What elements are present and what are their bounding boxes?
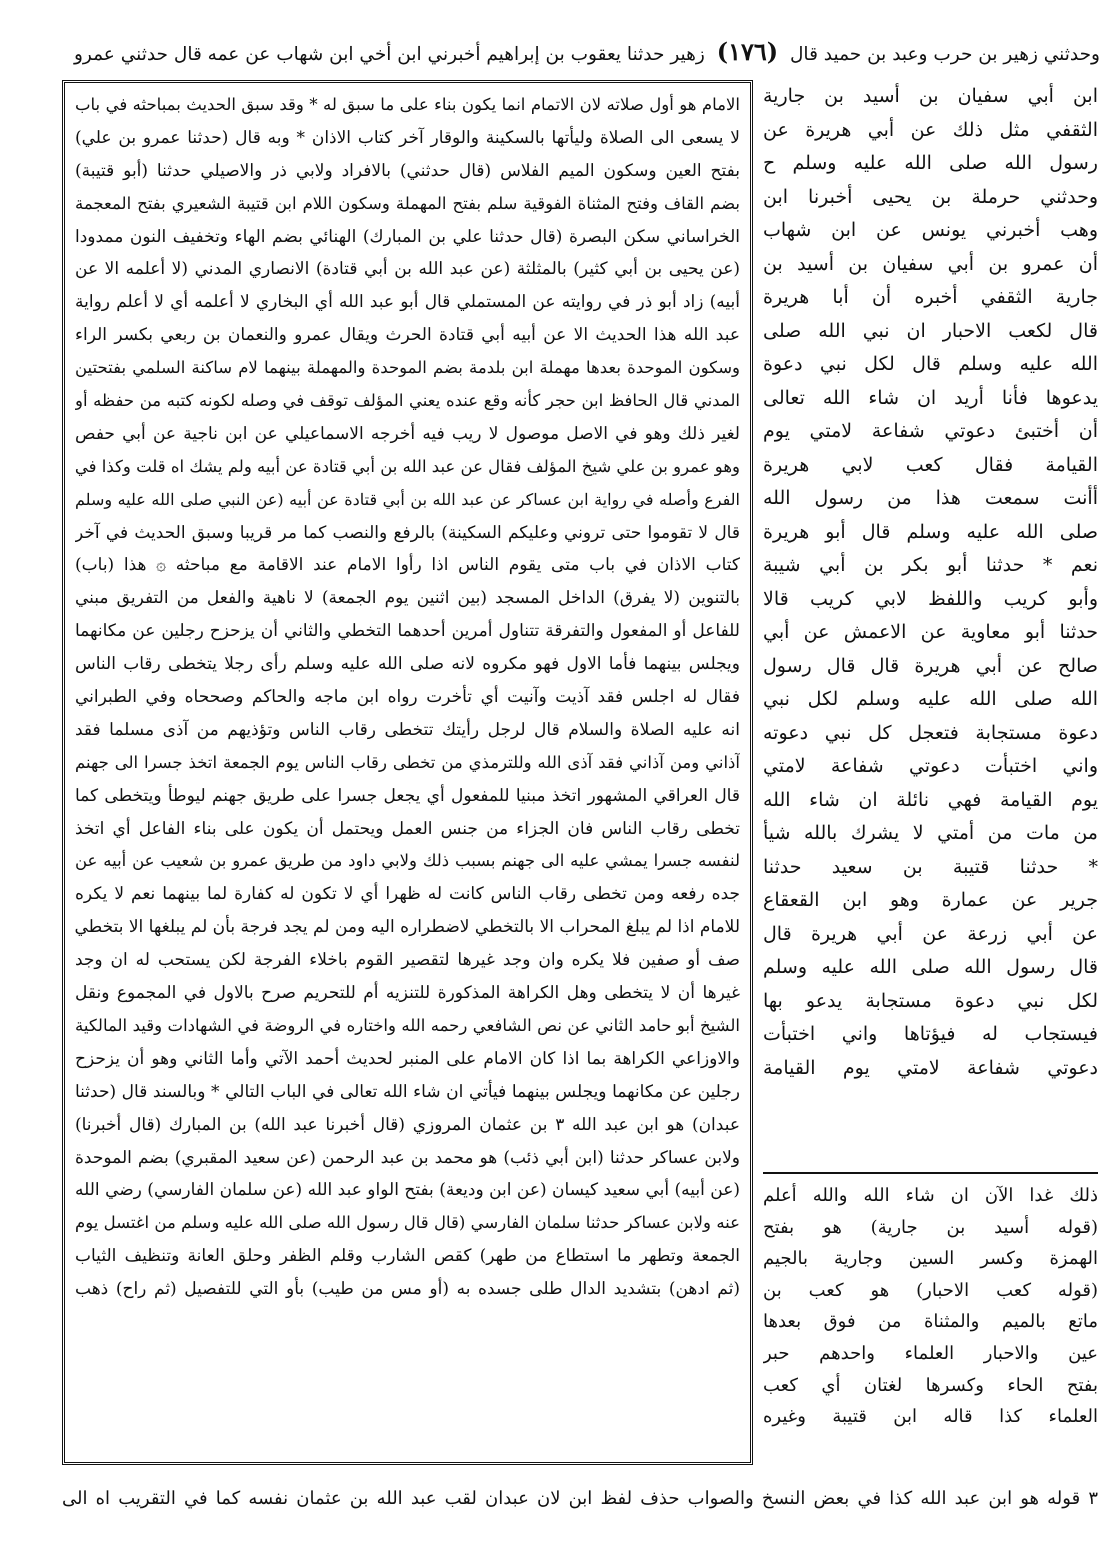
commentary-line: غيرها أن لا يتخطى وهل الكراهة المذكورة للتنزيه أم للتحريم صرح بالاول في المجموع ونقل xyxy=(75,983,740,1004)
hadith-line: يوم القيامة فهي نائلة ان شاء الله xyxy=(763,788,1098,811)
hadith-line: حدثنا أبو معاوية عن الاعمش عن أبي xyxy=(763,621,1098,643)
hadith-line: صالح عن أبي هريرة قال قال رسول xyxy=(763,654,1098,677)
commentary-line: عبدان) هو ابن عبد الله ٣ بن عثمان المروزي (قال أخبرنا عبد الله) بن المبارك (قال أخبرنا) xyxy=(75,1114,740,1135)
hadith-line: جارية الثقفي أخبره أن أبا هريرة xyxy=(763,286,1098,308)
hadith-line: وهب أخبرني يونس عن ابن شهاب xyxy=(763,219,1098,241)
side-note-line: عين والاحبار العلماء واحدهم حبر xyxy=(763,1342,1098,1364)
commentary-line: ويجلس بينهما فأما الاول فهو مكروه لانه صلى الله عليه وسلم رأى رجلا يتخطى رقاب الناس xyxy=(75,654,740,675)
commentary-line: الفرع وأصله في رواية ابن عساكر عن عبد الله بن أبي قتادة عن أبيه (عن النبي صلى الله عليه وسلم xyxy=(75,489,740,509)
side-note-line: ماتع بالميم والمثناة من فوق بعدها xyxy=(763,1311,1098,1333)
commentary-line: المدني قال الحافظ ابن حجر كأنه وقع عنده يعني المؤلف توقف في وصله لكونه كتبه من حفظه أو xyxy=(75,391,740,411)
commentary-line xyxy=(75,1339,740,1372)
commentary-line: تخطى رقاب الناس فان الجزاء من جنس العمل ويحتمل أن يكون على بناء الفاعل أي اتخذ xyxy=(75,818,740,839)
side-note-line: الهمزة وكسر السين وجارية بالجيم xyxy=(763,1248,1098,1270)
commentary-line: لغير ذلك وهو في الاصل موصول لا ريب فيه أخرجه الاسماعيلي عن ابن ناجية عن أبي حفص xyxy=(75,423,740,444)
commentary-box xyxy=(62,80,753,1465)
hadith-line: القيامة فقال كعب لابي هريرة xyxy=(763,453,1098,476)
side-note-line: بفتح الحاء وكسرها لغتان أي كعب xyxy=(763,1374,1098,1396)
commentary-line: انه عليه الصلاة والسلام قال لرجل رأيتك تتخطى رقاب الناس وتؤذيهم من آذى مسلما فقد xyxy=(75,719,740,740)
hadith-line: الثقفي مثل ذلك عن أبي هريرة عن xyxy=(763,118,1098,141)
hadith-line: دعوة مستجابة فتعجل كل نبي دعوته xyxy=(763,721,1098,744)
commentary-line: (عن أبيه) أبي سعيد كيسان (عن ابن وديعة) بفتح الواو عبد الله (عن سلمان الفارسي) رضي الله xyxy=(75,1180,740,1201)
commentary-line: بفتح العين وسكون الميم الفلاس (قال حدثني) بالافراد ولابي ذر والاصيلي حدثنا (أبو قتيبة) xyxy=(75,160,740,181)
header-text-left: زهير حدثنا يعقوب بن إبراهيم أخبرني ابن أخي ابن شهاب عن عمه قال حدثني عمرو xyxy=(73,44,705,65)
commentary-line: صف أو صفين فلا يكره وان وجد غيرها لتقصير القوم باخلاء الفرجة لكن يستحب له ان وجد xyxy=(75,950,740,971)
hadith-line: أن أختبئ دعوتي شفاعة لامتي يوم xyxy=(763,420,1098,442)
commentary-line: آذاني ومن آذاني فقد آذى الله وللترمذي من تخطى رقاب الناس يوم الجمعة اتخذ جسرا الى جهنم xyxy=(75,752,740,772)
commentary-line: رجلين عن مكانهما ويجلس بينهما فيأتي ان شاء الله تعالى في الباب التالي * وبالسند قال (حدثنا xyxy=(75,1081,740,1102)
commentary-line: قال لا تقوموا حتى تروني وعليكم السكينة) بالرفع والنصب كما مر قريبا وسبق الحديث في آخر xyxy=(75,522,740,543)
commentary-line xyxy=(75,1405,740,1438)
hadith-line: فيستجاب له فيؤتاها واني اختبأت xyxy=(763,1023,1098,1045)
hadith-text-column xyxy=(763,80,1098,1170)
footnote: ٣ قوله هو ابن عبد الله كذا في بعض النسخ والصواب حذف لفظ ابن لان عبدان لقب عبد الله بن عثمان نفسه كما في التقريب اه الى xyxy=(62,1488,1098,1509)
commentary-line: جده رفعه ومن تخطى رقاب الناس كانت له ظهرا أي لا تكون له كفارة لما بينهما نعم لا يكره xyxy=(75,884,740,905)
commentary-line xyxy=(75,1372,740,1405)
hadith-line: قال رسول الله صلى الله عليه وسلم xyxy=(763,956,1098,978)
commentary-line: بالتنوين (لا يفرق) الداخل المسجد (بين اثنين يوم الجمعة) لا ناهية والفعل من التفريق مبني xyxy=(75,588,740,609)
commentary-line: ولابن عساكر حدثنا (ابن أبي ذئب) هو محمد بن عبد الرحمن (عن سعيد المقبري) بضم الموحدة xyxy=(75,1147,740,1168)
commentary-line: والاوزاعي الكراهة بما اذا كان الامام على المنبر لحديث أحمد الآتي وأما الثاني وهو أن يزحزح xyxy=(75,1048,740,1069)
commentary-line: كتاب الاذان في باب متى يقوم الناس اذا رأوا الامام عند الاقامة مع مباحثه ۞ هذا (باب) xyxy=(75,555,740,576)
hadith-line: عن أبي زرعة عن أبي هريرة قال xyxy=(763,922,1098,945)
hadith-line: ابن أبي سفيان بن أسيد بن جارية xyxy=(763,85,1098,107)
hadith-line: وحدثني حرملة بن يحيى أخبرنا ابن xyxy=(763,185,1098,208)
commentary-line: (ثم ادهن) بتشديد الدال طلى جسده به (أو مس من طيب) بأو التي للتفصيل (ثم راح) ذهب xyxy=(75,1279,740,1300)
commentary-line: الخراساني سكن البصرة (قال حدثنا علي بن المبارك) الهنائي بضم الهاء وتخفيف النون ممدودا xyxy=(75,226,740,247)
hadith-line: قال لكعب الاحبار ان نبي الله صلى xyxy=(763,319,1098,342)
commentary-line: فقال له اجلس فقد آذيت وآنيت أي تأخرت رواه ابن ماجه والحاكم وصححاه وفي الطبراني xyxy=(75,687,740,708)
hadith-line: وأبو كريب واللفظ لابي كريب قالا xyxy=(763,587,1098,610)
hadith-line: نعم * حدثنا أبو بكر بن أبي شيبة xyxy=(763,554,1098,576)
column-divider xyxy=(763,1172,1098,1174)
hadith-line: * حدثنا قتيبة بن سعيد حدثنا xyxy=(763,855,1098,878)
hadith-line: أن عمرو بن أبي سفيان بن أسيد بن xyxy=(763,252,1098,275)
hadith-line: واني اختبأت دعوتي شفاعة لامتي xyxy=(763,755,1098,777)
hadith-line: لكل نبي دعوة مستجابة يدعو بها xyxy=(763,989,1098,1012)
hadith-line: دعوتي شفاعة لامتي يوم القيامة xyxy=(763,1056,1098,1079)
commentary-line: أبيه) زاد أبو ذر في روايته عن المستملي قال أبو عبد الله أي البخاري لا أعلمه أي لا أعلم رواية xyxy=(75,292,740,313)
commentary-line: الشيخ أبو حامد الثاني عن نص الشافعي رحمه الله واختاره في الروضة في الشهادات وقيد المالكية xyxy=(75,1015,740,1035)
header-text-right: وحدثني زهير بن حرب وعبد بن حميد قال xyxy=(789,44,1100,65)
commentary-line: (عن يحيى بن أبي كثير) بالمثلثة (عن عبد الله بن أبي قتادة) الانصاري المدني (لا أعلمه الا عن xyxy=(75,259,740,280)
hadith-line: أأنت سمعت هذا من رسول الله xyxy=(763,487,1098,509)
hadith-line: الله صلى الله عليه وسلم لكل نبي xyxy=(763,688,1098,710)
hadith-line: صلى الله عليه وسلم قال أبو هريرة xyxy=(763,520,1098,543)
commentary-line: للامام اذا لم يبلغ المحراب الا بالتخطي لاضطراره اليه ومن لم يجد فرجة بأن لم يبلغها الا بتخطي xyxy=(75,917,740,938)
side-note-line: ذلك غدا الآن ان شاء الله والله أعلم xyxy=(763,1185,1098,1206)
hadith-line: من مات من أمتي لا يشرك بالله شيأ xyxy=(763,822,1098,844)
side-note-line: العلماء كذا قاله ابن قتيبة وغيره xyxy=(763,1406,1098,1428)
hadith-line: يدعوها فأنا أريد ان شاء الله تعالى xyxy=(763,386,1098,409)
commentary-line: وهو عمرو بن علي شيخ المؤلف فقال عن عبد الله بن أبي قتادة عن أبيه ولم يشك اه قلت وكذا في xyxy=(75,456,740,476)
commentary-line: لا يسعى الى الصلاة وليأتها بالسكينة والوقار آخر كتاب الاذان * وبه قال (حدثنا عمرو بن علي) xyxy=(75,127,740,148)
commentary-line: عبد الله هذا الحديث الا عن أبيه أبي قتادة الحرث ويقال عمرو والنعمان بن ربعي بكسر الراء xyxy=(75,325,740,346)
side-note-line: (قوله كعب الاحبار) هو كعب بن xyxy=(763,1279,1098,1301)
commentary-line: عنه ولابن عساكر حدثنا سلمان الفارسي (قال قال رسول الله صلى الله عليه وسلم من اغتسل يوم xyxy=(75,1213,740,1233)
hadith-line: الله عليه وسلم قال لكل نبي دعوة xyxy=(763,353,1098,375)
side-notes-column xyxy=(763,1180,1098,1465)
running-header xyxy=(50,30,1100,74)
commentary-line: للفاعل أو المفعول والتفرقة تتناول أمرين أحدهما التخطي والثاني أن يزحزح رجلين عن مكانهما xyxy=(75,621,740,642)
side-note-line: (قوله أسيد بن جارية) هو بفتح xyxy=(763,1216,1098,1238)
page-number: (١٧٦) xyxy=(716,37,779,66)
commentary-line: وسكون الموحدة بعدها مهملة ابن بلدمة بضم الموحدة والمهملة بينهما لام ساكنة السلمي بفتحتين xyxy=(75,358,740,378)
commentary-line: لنفسه جسرا يمشي عليه الى جهنم بسبب ذلك ولابي داود من طريق عمرو بن شعيب عن أبيه عن xyxy=(75,851,740,871)
hadith-line: جرير عن عمارة وهو ابن القعقاع xyxy=(763,889,1098,911)
commentary-line: قال العراقي المشهور اتخذ مبنيا للمفعول أي يجعل جسرا على طريق جهنم ليوطأ ويتخطى كما xyxy=(75,785,740,806)
commentary-line: الجمعة وتطهر ما استطاع من طهر) كقص الشارب وقلم الظفر وحلق العانة وتنظيف الثياب xyxy=(75,1246,740,1267)
commentary-line: الامام هو أول صلاته لان الاتمام انما يكون بناء على ما سبق له * وقد سبق الحديث بمباحثه في باب xyxy=(75,95,740,114)
commentary-line xyxy=(75,1306,740,1339)
hadith-line: رسول الله صلى الله عليه وسلم ح xyxy=(763,152,1098,174)
commentary-line: بضم القاف وفتح المثناة الفوقية سلم بفتح المهملة وسكون اللام ابن قتيبة الشعيري بفتح المعجمة xyxy=(75,193,740,213)
